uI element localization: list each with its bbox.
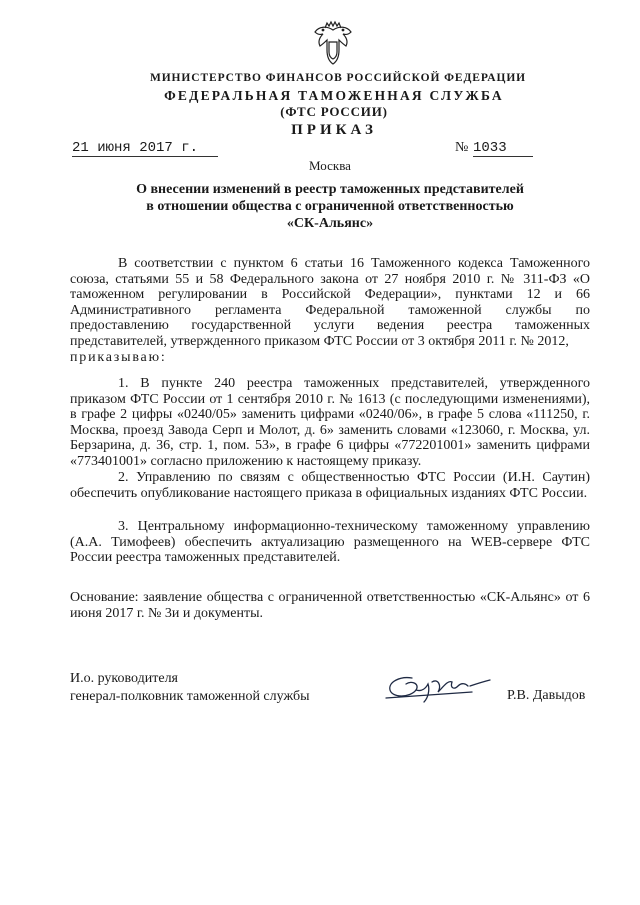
preamble [70,256,590,365]
order-item-1 [70,376,590,470]
city: Москва [309,158,351,173]
signer-position-line-1: И.о. руководителя [70,671,179,686]
title-line-1: О внесении изменений в реестр таможенных представителей [136,182,524,197]
service-abbreviation: (ФТС РОССИИ) [280,104,388,119]
signer-name: Р.В. Давыдов [507,688,586,703]
number-underline [473,156,533,157]
number-sign: № [455,140,469,155]
order-title [110,181,550,232]
order-word: приказываю: [70,349,167,365]
order-item-3-text: 3. Центральному информационно-техническому таможенному управлению (А.А. Тимофеев) обеспечить актуализацию размещенного на WEB-сервере ФТС России реестра таможенных представителей. [70,519,590,566]
signer-position [70,670,309,706]
order-item-1-text: 1. В пункте 240 реестра таможенных представителей, утвержденного приказом ФТС России от 1 сентября 2010 г. № 1613 (с последующими изменениями), в графе 2 цифры «0240/05» заменить цифрами «0240/06», в графе 5 слова «111250, г. Москва, проезд Завода Серп и Молот, д. 6» заменить словами «123060, г. Москва, ул. Берзарина, д. 36, стр. 1, пом. 53», в графе 6 цифры «772201001» заменить цифрами «773401001» согласно приложению к настоящему приказу. [70,376,590,469]
order-number: 1033 [473,140,507,156]
title-line-3: «СК-Альянс» [286,216,374,231]
basis-text: Основание: заявление общества с ограниченной ответственностью «СК-Альянс» от 6 июня 2017 г. № 3и и документы. [70,590,590,621]
handwritten-signature-icon [382,668,502,704]
document-type: ПРИКАЗ [291,122,377,138]
preamble-text: В соответствии с пунктом 6 статьи 16 Таможенного кодекса Таможенного союза, статьями 55 и 58 Федерального закона от 27 ноября 2010 г. № 311-ФЗ «О таможенном регулировании в Российской Федерации», пунктами 12 и 66 Административного регламента Федеральной таможенной службы по предоставлению государственной услуги ведения реестра таможенных представителей, утвержденного приказом ФТС России от 3 октября 2011 г. № 2012, [70,256,590,349]
service-name: ФЕДЕРАЛЬНАЯ ТАМОЖЕННАЯ СЛУЖБА [164,88,504,103]
order-item-2 [70,470,590,501]
ministry-name: МИНИСТЕРСТВО ФИНАНСОВ РОССИЙСКОЙ ФЕДЕРАЦИИ [149,72,527,84]
double-headed-eagle-emblem-icon [311,20,355,68]
title-line-2: в отношении общества с ограниченной ответственностью [146,199,514,214]
basis [70,590,590,621]
order-date: 21 июня 2017 г. [72,140,199,156]
order-item-3 [70,519,590,566]
order-item-2-text: 2. Управлению по связям с общественностью ФТС России (И.Н. Саутин) обеспечить опубликование настоящего приказа в официальных изданиях ФТС России. [70,470,590,501]
signer-position-line-2: генерал-полковник таможенной службы [70,689,310,704]
date-underline [72,156,218,157]
